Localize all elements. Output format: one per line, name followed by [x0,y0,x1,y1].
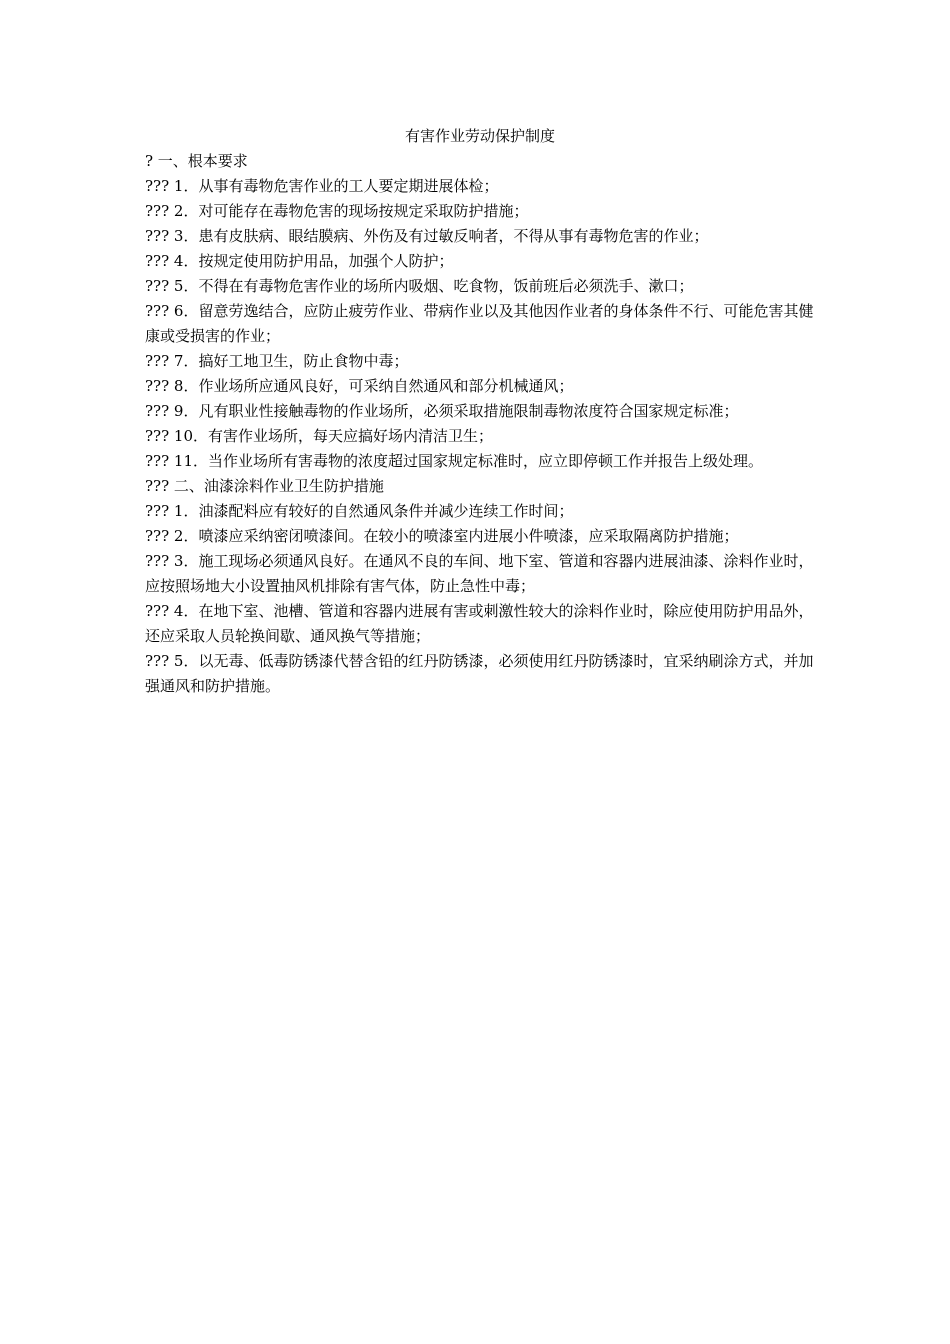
list-item: ??? 4．在地下室、池槽、管道和容器内进展有害或刺激性较大的涂料作业时，除应使用防护用品外，还应采取人员轮换间歇、通风换气等措施； [145,602,814,645]
section-heading-paint-coating: ??? 二、油漆涂料作业卫生防护措施 [145,477,384,495]
list-item: ??? 5．以无毒、低毒防锈漆代替含铅的红丹防锈漆，必须使用红丹防锈漆时，宜采纳刷涂方式，并加强通风和防护措施。 [145,652,814,695]
list-item: ??? 1．从事有毒物危害作业的工人要定期进展体检； [145,177,499,195]
list-item: ??? 6．留意劳逸结合，应防止疲劳作业、带病作业以及其他因作业者的身体条件不行、可能危害其健康或受损害的作业； [145,302,814,345]
list-item: ??? 3．施工现场必须通风良好。在通风不良的车间、地下室、管道和容器内进展油漆、涂料作业时，应按照场地大小设置抽风机排除有害气体，防止急性中毒； [145,552,814,595]
list-item: ??? 7．搞好工地卫生，防止食物中毒； [145,352,409,370]
list-item: ??? 11．当作业场所有害毒物的浓度超过国家规定标准时，应立即停顿工作并报告上级处理。 [145,452,763,470]
list-item: ??? 3．患有皮肤病、眼结膜病、外伤及有过敏反响者，不得从事有毒物危害的作业； [145,227,709,245]
list-item: ??? 5．不得在有毒物危害作业的场所内吸烟、吃食物，饭前班后必须洗手、漱口； [145,277,694,295]
list-item: ??? 2．对可能存在毒物危害的现场按规定采取防护措施； [145,202,529,220]
list-item: ??? 10．有害作业场所，每天应搞好场内清洁卫生； [145,427,493,445]
document-title: 有害作业劳动保护制度 [404,127,555,145]
list-item: ??? 1．油漆配料应有较好的自然通风条件并减少连续工作时间； [145,502,574,520]
list-item: ??? 4．按规定使用防护用品，加强个人防护； [145,252,454,270]
document-body [145,124,815,699]
section-heading-basic-requirements: ? 一、根本要求 [145,152,248,170]
list-item: ??? 8．作业场所应通风良好，可采纳自然通风和部分机械通风； [145,377,574,395]
list-item: ??? 9．凡有职业性接触毒物的作业场所，必须采取措施限制毒物浓度符合国家规定标准； [145,402,739,420]
list-item: ??? 2．喷漆应采纳密闭喷漆间。在较小的喷漆室内进展小件喷漆，应采取隔离防护措施； [145,527,739,545]
